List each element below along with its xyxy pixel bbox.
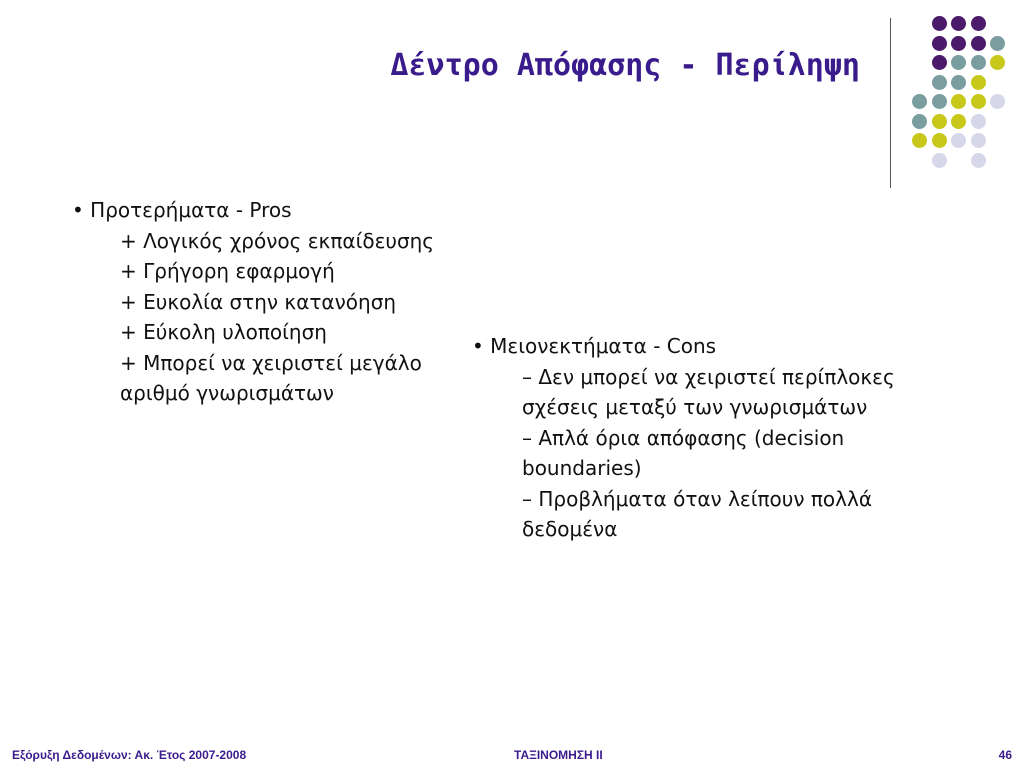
decorative-dot (971, 94, 986, 109)
decorative-dot (932, 16, 947, 31)
divider-line (890, 18, 891, 188)
cons-item-continued: boundaries) (522, 456, 642, 480)
decorative-dot (951, 133, 966, 148)
cons-item: – Απλά όρια απόφασης (decision (522, 425, 845, 450)
decorative-dot (932, 133, 947, 148)
decorative-dot (951, 94, 966, 109)
pros-item: + Ευκολία στην κατανόηση (120, 289, 397, 314)
decorative-dot (971, 55, 986, 70)
footer-topic-label: ΤΑΞΙΝΟΜΗΣΗ ΙΙ (514, 748, 603, 762)
slide-title: Δέντρο Απόφασης - Περίληψη (390, 48, 860, 83)
decorative-dot (932, 75, 947, 90)
decorative-dot (971, 114, 986, 129)
decorative-dot (951, 55, 966, 70)
decorative-dot (932, 94, 947, 109)
pros-item-continued: αριθμό γνωρισμάτων (120, 381, 334, 405)
pros-item: + Μπορεί να χειριστεί μεγάλο (120, 350, 422, 375)
decorative-dot (971, 133, 986, 148)
cons-item: – Προβλήματα όταν λείπουν πολλά (522, 486, 873, 511)
decorative-dot (971, 153, 986, 168)
decorative-dot (932, 36, 947, 51)
pros-item: + Γρήγορη εφαρμογή (120, 259, 335, 283)
pros-item: + Λογικός χρόνος εκπαίδευσης (120, 228, 435, 253)
decorative-dot (932, 55, 947, 70)
decorative-dot (951, 16, 966, 31)
decorative-dot (951, 114, 966, 129)
decorative-dot (951, 75, 966, 90)
pros-section (72, 195, 434, 409)
decorative-dot (971, 36, 986, 51)
pros-heading: • Προτερήματα - Pros (72, 198, 292, 222)
decorative-dot (971, 16, 986, 31)
decorative-dot (990, 55, 1005, 70)
decorative-dot (932, 114, 947, 129)
cons-heading: • Μειονεκτήματα - Cons (472, 334, 717, 358)
cons-item: – Δεν μπορεί να χειριστεί περίπλοκες (522, 364, 895, 389)
cons-section (472, 331, 895, 545)
decorative-dot (990, 36, 1005, 51)
decorative-dot (990, 94, 1005, 109)
decorative-dot (912, 133, 927, 148)
decorative-dot (971, 75, 986, 90)
decorative-dot (951, 36, 966, 51)
decorative-dot (912, 94, 927, 109)
cons-item-continued: δεδομένα (522, 517, 618, 541)
cons-item-continued: σχέσεις μεταξύ των γνωρισμάτων (522, 395, 868, 419)
pros-item: + Εύκολη υλοποίηση (120, 320, 327, 344)
footer-course-label: Εξόρυξη Δεδομένων: Ακ. Έτος 2007-2008 (12, 748, 247, 762)
decorative-dot (932, 153, 947, 168)
page-number: 46 (998, 748, 1012, 762)
decorative-dot (912, 114, 927, 129)
